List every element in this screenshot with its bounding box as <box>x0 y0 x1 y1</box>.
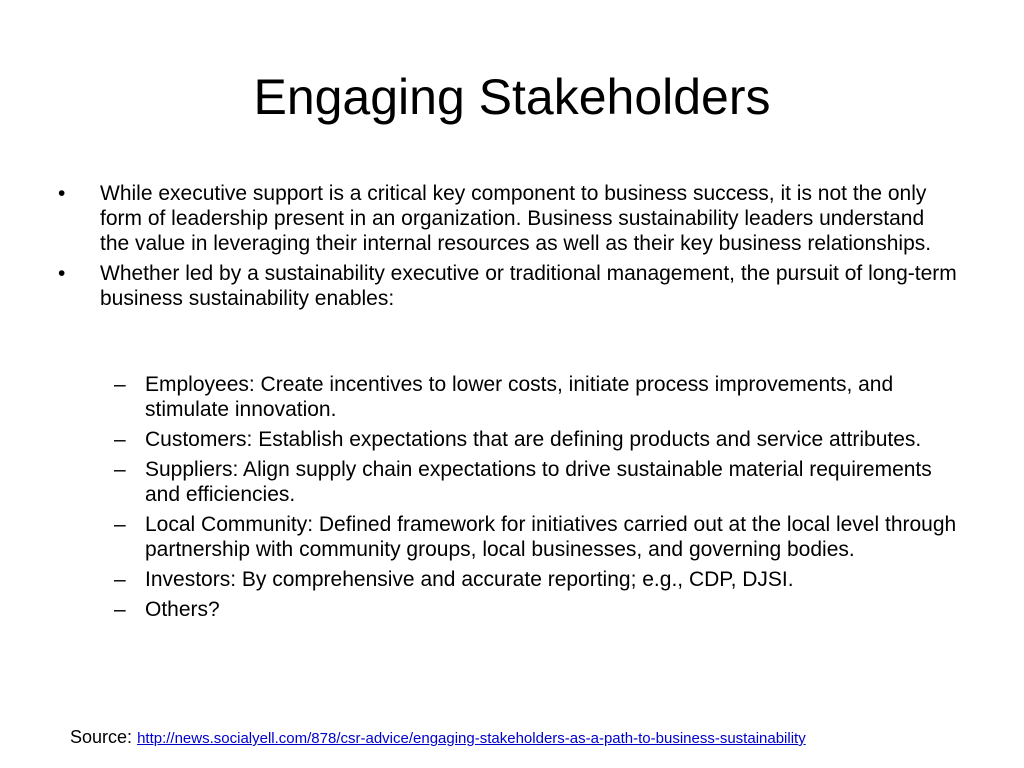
slide-title: Engaging Stakeholders <box>253 69 771 125</box>
subbullet-item-others <box>112 597 962 622</box>
source-label: Source: <box>70 727 133 747</box>
subbullet-item-suppliers <box>112 457 962 507</box>
bullet-marker: • <box>58 262 66 285</box>
bullet-item <box>58 181 958 256</box>
bullet-item <box>58 261 958 311</box>
bullet-text: While executive support is a critical key component to business success, it is not the only form of leadership present in an organization. Business sustainability leaders understand the value in leveraging their internal resources as well as their key business relationships. <box>100 182 932 255</box>
subbullet-text: Employees: Create incentives to lower costs, initiate process improvements, and stimulate innovation. <box>145 373 894 421</box>
subbullet-item-customers <box>112 427 962 452</box>
dash-marker: – <box>114 428 126 451</box>
dash-marker: – <box>114 373 126 396</box>
subbullet-list <box>112 372 962 627</box>
subbullet-text: Customers: Establish expectations that are defining products and service attributes. <box>145 428 922 451</box>
subbullet-item-local-community <box>112 512 962 562</box>
bullet-text: Whether led by a sustainability executive or traditional management, the pursuit of long-term business sustainability enables: <box>100 262 957 310</box>
source-line <box>70 725 806 751</box>
subbullet-text: Suppliers: Align supply chain expectations to drive sustainable material requirements and efficiencies. <box>145 458 932 506</box>
bullet-list <box>58 181 958 316</box>
bullet-marker: • <box>58 182 66 205</box>
subbullet-text: Investors: By comprehensive and accurate reporting; e.g., CDP, DJSI. <box>145 568 794 591</box>
dash-marker: – <box>114 568 126 591</box>
subbullet-text: Others? <box>145 598 220 621</box>
dash-marker: – <box>114 513 126 536</box>
source-link[interactable]: http://news.socialyell.com/878/csr-advice/engaging-stakeholders-as-a-path-to-business-sustainability <box>137 730 806 747</box>
dash-marker: – <box>114 598 126 621</box>
subbullet-item-employees <box>112 372 962 422</box>
dash-marker: – <box>114 458 126 481</box>
subbullet-text: Local Community: Defined framework for initiatives carried out at the local level through partnership with community groups, local businesses, and governing bodies. <box>145 513 957 561</box>
subbullet-item-investors <box>112 567 962 592</box>
